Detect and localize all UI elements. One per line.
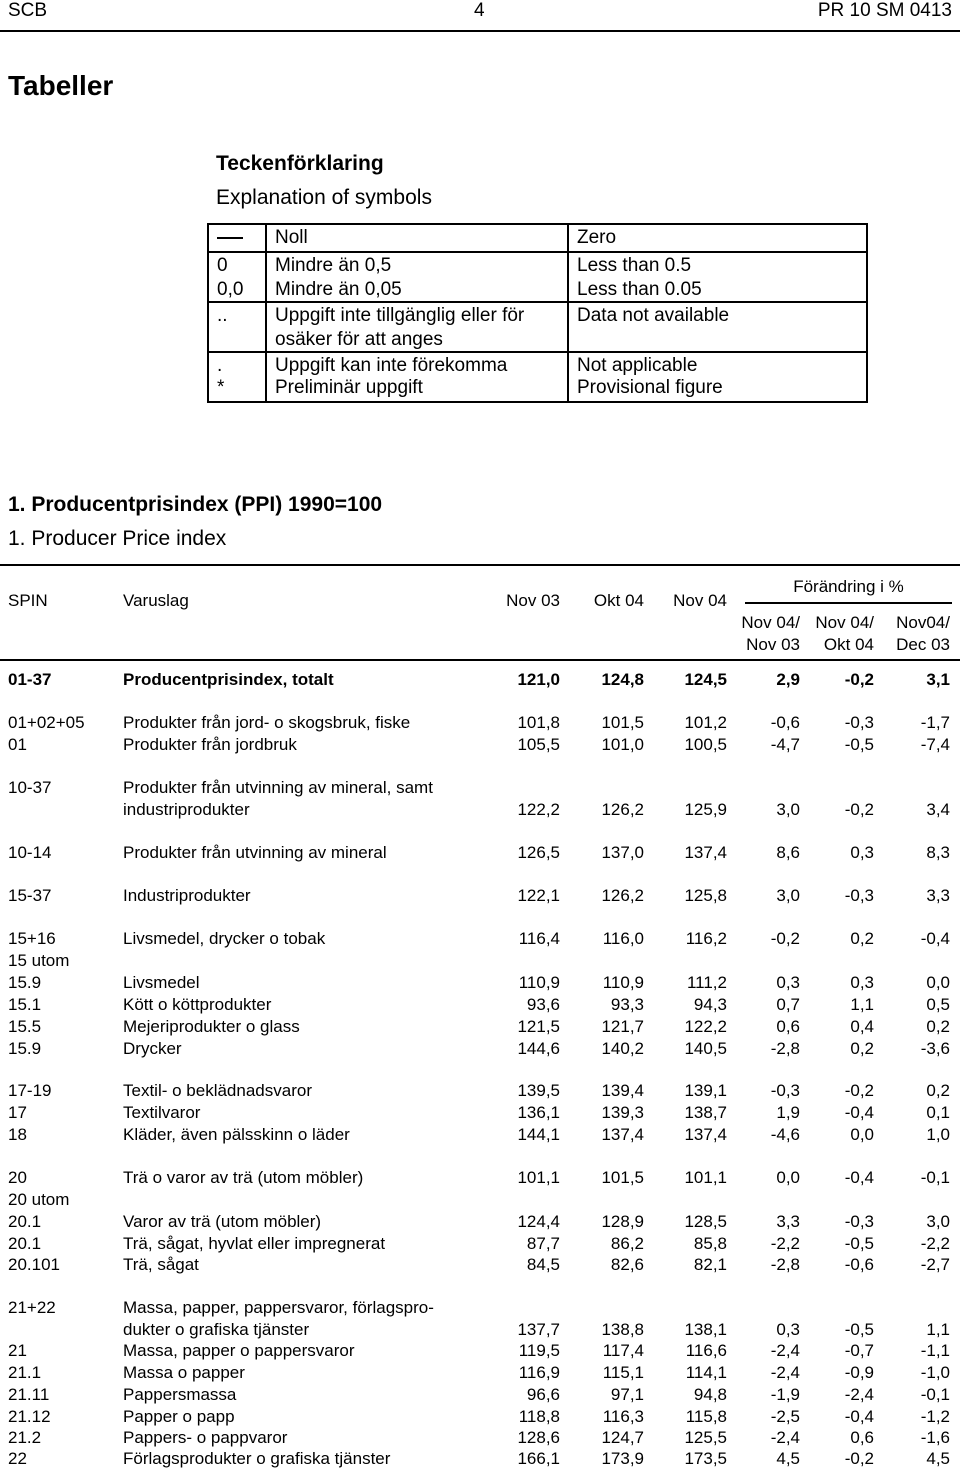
spin-code: 01-37 (8, 670, 52, 689)
value-change-3: 0,0 (926, 973, 950, 992)
value-change-3: -1,6 (920, 1428, 950, 1447)
col-header-spin: SPIN (8, 591, 48, 610)
value-change-2: -0,7 (844, 1341, 874, 1360)
change-group-rule (745, 602, 952, 604)
value-change-3: 3,1 (926, 670, 950, 689)
value-change-1: 0,7 (776, 995, 800, 1014)
value-nov03: 84,5 (526, 1255, 560, 1274)
value-okt04: 101,5 (601, 1168, 644, 1187)
value-okt04: 101,5 (601, 713, 644, 732)
value-nov04: 137,4 (684, 843, 727, 862)
row-label (123, 1297, 434, 1341)
value-nov03: 101,1 (517, 1168, 560, 1187)
value-nov04: 85,8 (693, 1234, 727, 1253)
col-header-varuslag: Varuslag (123, 591, 189, 610)
value-change-3: -1,0 (920, 1363, 950, 1382)
table-row (0, 1297, 960, 1341)
spin-code: 21.12 (8, 1407, 51, 1426)
value-change-2: 0,4 (850, 1017, 874, 1036)
value-nov04: 94,3 (693, 995, 727, 1014)
value-nov03: 128,6 (517, 1428, 560, 1447)
value-change-1: 4,5 (776, 1449, 800, 1468)
value-change-2: -0,4 (844, 1407, 874, 1426)
spin-code: 01+02+05 (8, 713, 85, 732)
legend-row (209, 251, 866, 301)
value-change-3: -1,1 (920, 1341, 950, 1360)
table-row (0, 1233, 960, 1255)
table-row (0, 1189, 960, 1211)
value-change-1: 2,9 (776, 670, 800, 689)
col-header-nov04: Nov 04 (673, 591, 727, 610)
value-change-3: -0,1 (920, 1385, 950, 1404)
value-nov04: 138,1 (684, 1320, 727, 1339)
value-change-1: -4,7 (770, 735, 800, 754)
table-subtitle: 1. Producer Price index (8, 527, 227, 550)
value-okt04: 140,2 (601, 1039, 644, 1058)
value-change-1: 3,3 (776, 1212, 800, 1231)
spin-code: 15.5 (8, 1017, 42, 1036)
legend-row (209, 351, 866, 377)
col-header-nov03: Nov 03 (506, 591, 560, 610)
value-change-1: 3,0 (776, 886, 800, 905)
legend-symbol: 0 (217, 255, 228, 276)
value-change-1: -2,4 (770, 1363, 800, 1382)
table-row (0, 928, 960, 950)
legend-sv: Uppgift inte tillgänglig eller för (275, 305, 525, 326)
spin-code: 17-19 (8, 1081, 52, 1100)
col-header-change-1b: Nov 03 (746, 635, 800, 654)
table-row (0, 1406, 960, 1428)
spin-code: 20.101 (8, 1255, 60, 1274)
value-nov03: 96,6 (526, 1385, 560, 1404)
value-nov04: 139,1 (684, 1081, 727, 1100)
value-nov03: 139,5 (517, 1081, 560, 1100)
section-title: Tabeller (8, 70, 114, 101)
spin-code: 01 (8, 735, 27, 754)
value-change-2: -0,2 (844, 1449, 874, 1468)
value-change-2: -2,4 (844, 1385, 874, 1404)
value-change-3: -2,2 (920, 1234, 950, 1253)
table-row (0, 1080, 960, 1102)
value-change-1: 0,0 (776, 1168, 800, 1187)
value-change-1: -2,4 (770, 1341, 800, 1360)
value-nov03: 122,2 (517, 800, 560, 819)
value-nov03: 119,5 (518, 1341, 560, 1360)
value-nov03: 87,7 (526, 1234, 560, 1253)
value-okt04: 116,3 (602, 1407, 644, 1426)
spin-code: 15.9 (8, 1039, 42, 1058)
spin-code: 21.1 (8, 1363, 42, 1382)
value-change-1: -0,2 (770, 929, 800, 948)
value-change-2: 0,2 (850, 929, 874, 948)
row-label-line-1: Produkter från utvinning av mineral, samt (123, 778, 433, 797)
table-row (0, 1448, 960, 1470)
value-change-1: -2,8 (770, 1039, 800, 1058)
col-header-okt04: Okt 04 (593, 591, 644, 610)
table-row (0, 1038, 960, 1060)
spin-code: 15+16 (8, 929, 56, 948)
value-change-3: 0,1 (926, 1103, 950, 1122)
value-change-3: -3,6 (920, 1039, 950, 1058)
table-row (0, 994, 960, 1016)
legend-sv: Mindre än 0,05 (275, 279, 402, 300)
col-header-change-3a: Nov04/ (896, 613, 950, 632)
table-row (0, 712, 960, 734)
value-change-3: 4,5 (926, 1449, 950, 1468)
value-change-1: 1,9 (776, 1103, 800, 1122)
table-row (0, 1384, 960, 1406)
value-nov04: 100,5 (684, 735, 727, 754)
col-header-change-1a: Nov 04/ (741, 613, 800, 632)
table-row (0, 734, 960, 756)
col-header-change-group: Förändring i % (793, 577, 904, 596)
value-nov04: 94,8 (693, 1385, 727, 1404)
value-change-2: -0,3 (844, 886, 874, 905)
legend-en: Provisional figure (577, 377, 723, 398)
table-row (0, 1102, 960, 1124)
value-change-3: 3,3 (926, 886, 950, 905)
value-change-1: -0,6 (770, 713, 800, 732)
value-nov04: 116,2 (685, 929, 727, 948)
row-label: Papper o papp (123, 1407, 235, 1426)
spin-code: 15-37 (8, 886, 52, 905)
value-change-1: -0,3 (770, 1081, 800, 1100)
header-rule (0, 30, 960, 32)
legend-title-en: Explanation of symbols (216, 186, 432, 209)
table-header-rule (0, 659, 960, 661)
col-header-change-3b: Dec 03 (896, 635, 950, 654)
value-change-3: 0,2 (926, 1017, 950, 1036)
value-okt04: 115,1 (602, 1363, 644, 1382)
value-nov04: 140,5 (684, 1039, 727, 1058)
value-nov03: 137,7 (517, 1320, 560, 1339)
value-change-1: -4,6 (770, 1125, 800, 1144)
value-okt04: 82,6 (610, 1255, 644, 1274)
value-change-2: 0,2 (850, 1039, 874, 1058)
legend-row (209, 225, 866, 251)
legend-sv: osäker för att anges (275, 329, 443, 350)
value-okt04: 128,9 (601, 1212, 644, 1231)
table-row (0, 972, 960, 994)
value-okt04: 137,4 (601, 1125, 644, 1144)
value-change-2: -0,6 (844, 1255, 874, 1274)
legend-en: Not applicable (577, 355, 698, 376)
value-change-1: -2,8 (770, 1255, 800, 1274)
value-okt04: 124,8 (601, 670, 644, 689)
value-change-1: -2,2 (770, 1234, 800, 1253)
value-change-2: -0,3 (844, 713, 874, 732)
value-nov04: 137,4 (684, 1125, 727, 1144)
value-nov03: 93,6 (526, 995, 560, 1014)
value-nov03: 122,1 (517, 886, 560, 905)
row-label: Produkter från jord- o skogsbruk, fiske (123, 713, 411, 732)
value-okt04: 124,7 (601, 1428, 644, 1447)
col-header-change-2b: Okt 04 (823, 635, 874, 654)
row-label: Trä, sågat (123, 1255, 199, 1274)
value-change-3: 1,0 (926, 1125, 950, 1144)
table-row (0, 1124, 960, 1146)
value-change-2: -0,4 (844, 1168, 874, 1187)
row-label: Producentprisindex, totalt (123, 670, 334, 689)
row-label: Trä o varor av trä (utom möbler) (123, 1168, 364, 1187)
value-okt04: 110,9 (602, 973, 644, 992)
row-label: Pappers- o pappvaror (123, 1428, 288, 1447)
table-row (0, 777, 960, 821)
legend-sv: Uppgift kan inte förekomma (275, 355, 508, 376)
row-label (123, 777, 433, 821)
value-okt04: 93,3 (610, 995, 644, 1014)
table-row (0, 842, 960, 864)
table-row (0, 1427, 960, 1449)
value-nov03: 110,9 (518, 973, 560, 992)
header-page-number: 4 (474, 0, 485, 21)
value-change-3: -2,7 (920, 1255, 950, 1274)
legend-sv: Mindre än 0,5 (275, 255, 392, 276)
spin-code: 20.1 (8, 1212, 42, 1231)
value-nov04: 124,5 (684, 670, 727, 689)
row-label: Textil- o beklädnadsvaror (123, 1081, 312, 1100)
value-nov04: 116,6 (685, 1341, 727, 1360)
table-row (0, 1362, 960, 1384)
value-nov04: 115,8 (685, 1407, 727, 1426)
value-change-2: 0,3 (850, 973, 874, 992)
table-title: 1. Producentprisindex (PPI) 1990=100 (8, 493, 383, 516)
value-change-2: -0,4 (844, 1103, 874, 1122)
value-change-2: -0,2 (844, 800, 874, 819)
legend-symbol: 0,0 (217, 279, 244, 300)
value-change-2: -0,2 (844, 670, 874, 689)
legend-table (207, 223, 868, 403)
row-label-line-2: dukter o grafiska tjänster (123, 1320, 310, 1339)
value-okt04: 116,0 (602, 929, 644, 948)
value-change-2: 0,6 (850, 1428, 874, 1447)
row-label: Förlagsprodukter o grafiska tjänster (123, 1449, 391, 1468)
value-nov04: 82,1 (693, 1255, 727, 1274)
value-nov04: 122,2 (684, 1017, 727, 1036)
value-nov04: 101,1 (684, 1168, 727, 1187)
row-label: Livsmedel (123, 973, 200, 992)
value-nov03: 126,5 (517, 843, 560, 862)
value-change-1: 8,6 (776, 843, 800, 862)
value-nov03: 166,1 (517, 1449, 560, 1468)
header-right: PR 10 SM 0413 (817, 0, 952, 21)
spin-code: 15.9 (8, 973, 42, 992)
value-nov03: 105,5 (517, 735, 560, 754)
legend-sv: Noll (275, 227, 308, 248)
value-change-3: 8,3 (926, 843, 950, 862)
legend-symbol: * (217, 377, 225, 398)
value-change-3: -1,7 (920, 713, 950, 732)
value-change-3: -0,4 (920, 929, 950, 948)
value-okt04: 138,8 (601, 1320, 644, 1339)
spin-code: 15.1 (8, 995, 42, 1014)
spin-code: 17 (8, 1103, 27, 1122)
value-change-1: 0,3 (776, 973, 800, 992)
value-change-2: -0,5 (844, 1234, 874, 1253)
value-okt04: 117,4 (602, 1341, 644, 1360)
row-label: Textilvaror (123, 1103, 201, 1122)
row-label: Pappersmassa (123, 1385, 237, 1404)
header-left: SCB (8, 0, 48, 21)
legend-en: Zero (577, 227, 617, 248)
value-nov04: 111,2 (686, 973, 727, 992)
legend-symbol: .. (217, 305, 228, 326)
value-change-1: 0,3 (776, 1320, 800, 1339)
value-okt04: 139,3 (601, 1103, 644, 1122)
legend-title-sv: Teckenförklaring (216, 152, 384, 175)
legend-en: Data not available (577, 305, 730, 326)
value-okt04: 173,9 (601, 1449, 644, 1468)
row-label: Kött o köttprodukter (123, 995, 272, 1014)
value-nov03: 136,1 (517, 1103, 560, 1122)
value-nov04: 101,2 (684, 713, 727, 732)
legend-row (209, 375, 866, 401)
value-okt04: 126,2 (601, 886, 644, 905)
value-nov04: 138,7 (684, 1103, 727, 1122)
spin-code: 22 (8, 1449, 27, 1468)
row-label: Produkter från utvinning av mineral (123, 843, 387, 862)
row-label-line-1: Massa, papper, pappersvaror, förlagspro- (123, 1298, 434, 1317)
spin-code: 20.1 (8, 1234, 42, 1253)
value-change-2: -0,2 (844, 1081, 874, 1100)
spin-code: 10-37 (8, 778, 52, 797)
value-change-3: 3,4 (926, 800, 950, 819)
value-nov03: 116,9 (518, 1363, 560, 1382)
value-nov03: 124,4 (517, 1212, 560, 1231)
row-label: Kläder, även pälsskinn o läder (123, 1125, 350, 1144)
value-change-2: -0,5 (844, 735, 874, 754)
table-row (0, 950, 960, 972)
value-nov03: 121,0 (517, 670, 560, 689)
value-nov04: 125,9 (684, 800, 727, 819)
table-row (0, 1211, 960, 1233)
value-nov03: 116,4 (518, 929, 560, 948)
value-change-2: 1,1 (850, 995, 874, 1014)
value-change-1: -2,5 (770, 1407, 800, 1426)
dash-symbol (217, 237, 243, 239)
legend-en: Less than 0.05 (577, 279, 702, 300)
table-row (0, 1167, 960, 1189)
value-nov04: 173,5 (684, 1449, 727, 1468)
row-label: Mejeriprodukter o glass (123, 1017, 300, 1036)
spin-code: 21.11 (8, 1385, 50, 1404)
table-row (0, 1254, 960, 1276)
value-change-3: -7,4 (920, 735, 950, 754)
table-row (0, 1016, 960, 1038)
legend-row (209, 301, 866, 351)
value-change-3: 0,5 (926, 995, 950, 1014)
row-label: Drycker (123, 1039, 182, 1058)
spin-code: 15 utom (8, 951, 70, 970)
value-change-3: -1,2 (920, 1407, 950, 1426)
value-change-1: -2,4 (770, 1428, 800, 1447)
row-label: Massa o papper (123, 1363, 245, 1382)
table-row (0, 885, 960, 907)
value-okt04: 97,1 (610, 1385, 644, 1404)
value-okt04: 101,0 (601, 735, 644, 754)
spin-code: 21 (8, 1341, 27, 1360)
spin-code: 18 (8, 1125, 27, 1144)
value-change-3: 3,0 (926, 1212, 950, 1231)
row-label: Trä, sågat, hyvlat eller impregnerat (123, 1234, 386, 1253)
value-nov04: 114,1 (685, 1363, 727, 1382)
value-change-1: 0,6 (776, 1017, 800, 1036)
row-label: Industriprodukter (123, 886, 251, 905)
value-okt04: 126,2 (601, 800, 644, 819)
row-label: Varor av trä (utom möbler) (123, 1212, 322, 1231)
spin-code: 21+22 (8, 1298, 56, 1317)
value-nov03: 121,5 (517, 1017, 560, 1036)
legend-en: Less than 0.5 (577, 255, 692, 276)
value-change-2: -0,5 (844, 1320, 874, 1339)
value-nov04: 125,5 (684, 1428, 727, 1447)
value-change-2: 0,3 (850, 843, 874, 862)
value-nov03: 144,6 (517, 1039, 560, 1058)
value-okt04: 137,0 (601, 843, 644, 862)
value-okt04: 139,4 (601, 1081, 644, 1100)
table-row (0, 1340, 960, 1362)
table-row (0, 669, 960, 691)
value-nov03: 118,8 (518, 1407, 560, 1426)
value-change-3: -0,1 (920, 1168, 950, 1187)
col-header-change-2a: Nov 04/ (815, 613, 874, 632)
value-change-1: 3,0 (776, 800, 800, 819)
value-nov04: 125,8 (684, 886, 727, 905)
value-change-2: -0,9 (844, 1363, 874, 1382)
legend-symbol: . (217, 355, 223, 376)
value-nov04: 128,5 (684, 1212, 727, 1231)
spin-code: 20 utom (8, 1190, 70, 1209)
value-okt04: 121,7 (601, 1017, 644, 1036)
value-nov03: 144,1 (517, 1125, 560, 1144)
value-change-3: 0,2 (926, 1081, 950, 1100)
value-okt04: 86,2 (610, 1234, 644, 1253)
row-label: Massa, papper o pappersvaror (123, 1341, 355, 1360)
spin-code: 10-14 (8, 843, 52, 862)
spin-code: 21.2 (8, 1428, 42, 1447)
value-change-2: 0,0 (850, 1125, 874, 1144)
table-top-rule (0, 564, 960, 566)
row-label: Livsmedel, drycker o tobak (123, 929, 326, 948)
legend-sv: Preliminär uppgift (275, 377, 423, 398)
value-nov03: 101,8 (517, 713, 560, 732)
value-change-3: 1,1 (926, 1320, 950, 1339)
value-change-2: -0,3 (844, 1212, 874, 1231)
row-label: Produkter från jordbruk (123, 735, 297, 754)
value-change-1: -1,9 (770, 1385, 800, 1404)
spin-code: 20 (8, 1168, 27, 1187)
row-label-line-2: industriprodukter (123, 800, 250, 819)
